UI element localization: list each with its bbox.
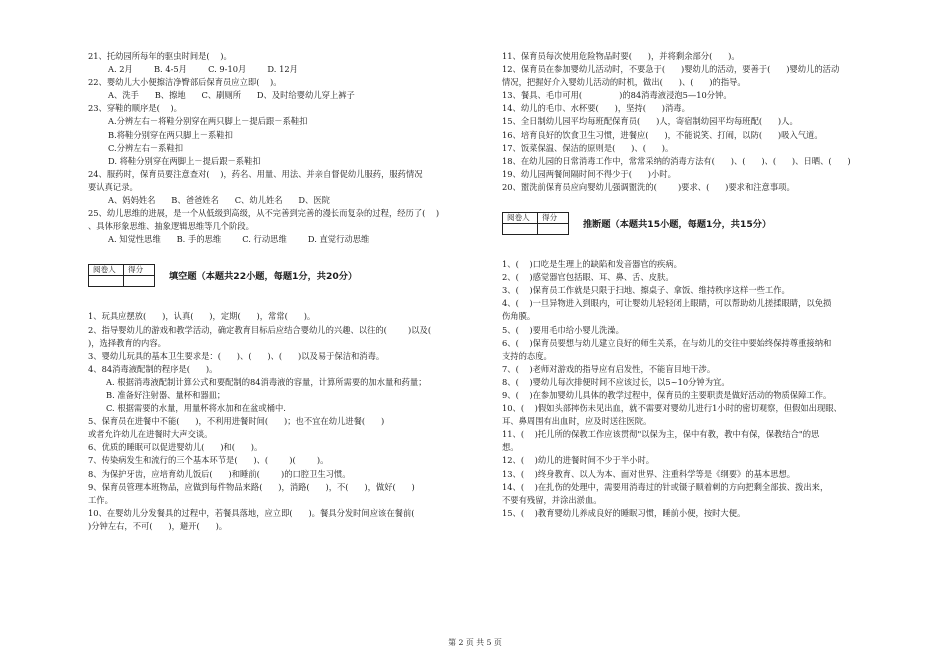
judgment-question-10-line-1: 10、( )假如头部摔伤未见出血，就不需要对婴幼儿进行1小时的密切观察，但假如出现眼、 — [502, 403, 842, 414]
judgment-question-8: 8、( )婴幼儿每次排便时间不应该过长，以5~10分钟为宜。 — [502, 376, 730, 387]
fill-question-2-line-1: 2、指导婴幼儿的游戏和教学活动，确定教育目标后应结合婴幼儿的兴趣、以往的( )以及( — [88, 324, 432, 335]
judgment-question-10-line-2: 耳、鼻周围有出血时，应及时送往医院。 — [502, 416, 652, 427]
grader-cell[interactable] — [89, 275, 124, 286]
judgment-question-3: 3、( )保育员工作就是只限于扫地、擦桌子、拿饭、维持秩序这样一些工作。 — [502, 285, 790, 296]
section-title-fill-in: 填空题（本题共22小题，每题1分，共20分） — [169, 271, 358, 283]
question-22: 22、婴幼儿大小便擦洁净臀部后保育员应立即( )。 — [88, 77, 282, 88]
fill-question-20: 20、盥洗前保育员应向婴幼儿强调盥洗的( )要求、( )要求和注意事项。 — [502, 181, 795, 192]
fill-question-15: 15、全日制幼儿园平均每班配保育员( )人，寄宿制幼园平均每班配( )人。 — [502, 116, 798, 127]
page-footer: 第 2 页 共 5 页 — [448, 638, 502, 647]
fill-in-section-header — [88, 262, 480, 288]
grader-label: 阅卷人 — [89, 264, 124, 275]
judgment-question-11-line-2: 想。 — [502, 442, 519, 453]
fill-question-16: 16、培育良好的饮食卫生习惯，进餐应( )，不能说笑、打闹，以防( )吸入气道。 — [502, 129, 823, 140]
fill-question-4: 4、84消毒液配制的程序是( )。 — [88, 363, 218, 374]
fill-question-12-line-1: 12、保育员在参加婴幼儿活动时，不要急于( )婴幼儿的活动，要善于( )婴幼儿的活动 — [502, 64, 840, 75]
fill-question-4-option-c: C. 根据需要的水量，用量杯将水加和在盆或桶中. — [106, 403, 286, 414]
score-cell[interactable] — [538, 223, 569, 234]
fill-question-1: 1、玩具应摆放( )，认真( )，定期( )，常常( )。 — [88, 311, 316, 322]
judgment-question-13: 13、( )终身教育、以人为本、面对世界、注重科学等是《纲要》的基本思想。 — [502, 468, 796, 479]
fill-question-3: 3、婴幼儿玩具的基本卫生要求是：( )、( )、( )以及易于保洁和消毒。 — [88, 350, 385, 361]
judgment-question-11-line-1: 11、( )托儿所的保教工作应该贯彻"以保为主，保中有教，教中有保，保教结合"的思 — [502, 429, 820, 440]
fill-question-13: 13、餐具、毛巾可用( )的84消毒液浸泡5—10分钟。 — [502, 90, 732, 101]
question-21-options: A. 2月 B. 4-5月 C. 9-10月 D. 12月 — [108, 64, 298, 75]
question-21: 21、托幼园所每年的驱虫时间是( )。 — [88, 51, 232, 61]
question-23-option-d: D. 将鞋分别穿在两脚上－提后跟－系鞋扣 — [108, 155, 261, 166]
fill-question-18: 18、在幼儿园的日常消毒工作中，常常采纳的消毒方法有( )、( )、( )、日晒、( ) — [502, 155, 851, 166]
fill-question-5-line-1: 5、保育员在进餐中不能( )，不利用进餐时间( )；也不宜在幼儿进餐( ) — [88, 416, 385, 427]
question-23-option-a: A.分辨左右－将鞋分别穿在两只脚上－提后跟－系鞋扣 — [108, 116, 308, 127]
fill-question-5-line-2: 或者允许幼儿在进餐时大声交谈。 — [88, 429, 213, 440]
right-column — [502, 50, 892, 520]
section-title-judgment: 推断题（本题共15小题，每题1分，共15分） — [583, 219, 772, 231]
fill-question-4-option-a: A. 根据消毒液配制计算公式和要配制的84消毒液的容量，计算所需要的加水量和药量； — [106, 376, 427, 387]
score-label: 得分 — [124, 264, 155, 275]
question-23: 23、穿鞋的顺序是( )。 — [88, 103, 182, 114]
score-box — [502, 212, 569, 235]
score-box — [88, 264, 155, 287]
judgment-question-12: 12、( )幼儿的进餐时间不少于半小时。 — [502, 455, 655, 466]
judgment-question-4-line-2: 伤角膜。 — [502, 311, 536, 322]
judgment-question-5: 5、( )要用毛巾给小婴儿洗澡。 — [502, 324, 624, 335]
question-25-line-1: 25、幼儿思维的进展，是一个从低级到高级，从不完善到完善的漫长而复杂的过程，经历了( ) — [88, 208, 440, 219]
judgment-question-1: 1、( )口吃是生理上的缺陷和发音器官的疾病。 — [502, 259, 682, 270]
fill-question-8: 8、为保护牙齿，应培育幼儿饭后( )和睡前( )的口腔卫生习惯。 — [88, 468, 351, 479]
question-24-line-2: 要认真记录。 — [88, 181, 138, 192]
fill-question-9-line-2: 工作。 — [88, 494, 113, 505]
question-24-line-1: 24、服药时，保育员要注意查对( )，药名、用量、用法、并亲自督促幼儿服药，服药情况 — [88, 168, 423, 179]
judgment-question-15: 15、( )教育婴幼儿养成良好的睡眠习惯，睡前小便，按时大便。 — [502, 507, 746, 518]
fill-question-4-option-b: B. 准备好注射器、量杯和器皿； — [106, 389, 226, 400]
question-25-line-2: 、具体形象思维、抽象逻辑思维等几个阶段。 — [88, 221, 254, 232]
fill-question-17: 17、饭菜保温、保洁的原则是( )、( )。 — [502, 142, 674, 153]
left-column — [88, 50, 480, 533]
fill-question-12-line-2: 情况，把握好介入婴幼儿活动的时机，做出( )、( )的指导。 — [502, 77, 746, 88]
score-label: 得分 — [538, 212, 569, 223]
fill-question-11: 11、保育员每次使用危险物品时要( )，并将剩余部分( )。 — [502, 51, 740, 61]
score-cell[interactable] — [124, 275, 155, 286]
judgment-question-4-line-1: 4、( )一旦异物进入到眼内，可让婴幼儿轻轻闭上眼睛，可以帮助幼儿搓揉眼睛，以免损 — [502, 298, 832, 309]
fill-question-9-line-1: 9、保育员管理本班物品，应做到每件物品来路( )，消路( )，不( )，做好( ) — [88, 481, 415, 492]
fill-question-19: 19、幼儿园两餐间隔时间不得少于( )小时。 — [502, 168, 676, 179]
judgment-question-6-line-1: 6、( )保育员要想与幼儿建立良好的师生关系，在与幼儿的交往中要始终保持尊重接纳和 — [502, 337, 832, 348]
question-24-options: A、妈妈姓名 B、爸爸姓名 C、幼儿姓名 D、医院 — [108, 195, 330, 206]
fill-question-14: 14、幼儿的毛巾、水杯要( )，坚持( )消毒。 — [502, 103, 690, 114]
fill-question-7: 7、传染病发生和流行的三个基本环节是( )、( )( )。 — [88, 455, 329, 466]
fill-question-10-line-2: )分钟左右，不可( )，避开( )。 — [88, 520, 228, 531]
question-23-option-c: C.分辨左右－系鞋扣 — [108, 142, 184, 153]
fill-question-10-line-1: 10、在婴幼儿分发餐具的过程中，若餐具落地，应立即( )。餐具分发时间应该在餐前( — [88, 507, 415, 518]
judgment-question-6-line-2: 支持的态度。 — [502, 350, 552, 361]
question-22-options: A、洗手 B、擦地 C、刷厕所 D、及时给婴幼儿穿上裤子 — [108, 90, 355, 101]
question-23-option-b: B.将鞋分别穿在两只脚上－系鞋扣 — [108, 129, 233, 140]
judgment-question-14-line-1: 14、( )在扎伤的处理中，需要用消毒过的针或镊子顺着刺的方向把剩全部拔、拨出来， — [502, 481, 829, 492]
grader-label: 阅卷人 — [503, 212, 538, 223]
fill-question-2-line-2: )，选择教育的内容。 — [88, 337, 166, 348]
judgment-question-2: 2、( )感觉器官包括眼、耳、鼻、舌、皮肤。 — [502, 272, 674, 283]
judgment-section-header — [502, 210, 892, 236]
judgment-question-14-line-2: 不要有残留，并涂出淤血。 — [502, 494, 602, 505]
judgment-question-7: 7、( )老师对游戏的指导应有启发性，不能盲目地干涉。 — [502, 363, 716, 374]
fill-question-6: 6、优质的睡眠可以促进婴幼儿( )和( )。 — [88, 442, 263, 453]
judgment-question-9: 9、( )在参加婴幼儿具体的教学过程中，保育员的主要职责是做好活动的物质保障工作。 — [502, 389, 832, 400]
question-25-options: A. 知觉性思维 B. 手的思维 C. 行动思维 D. 直觉行动思维 — [108, 234, 370, 245]
grader-cell[interactable] — [503, 223, 538, 234]
